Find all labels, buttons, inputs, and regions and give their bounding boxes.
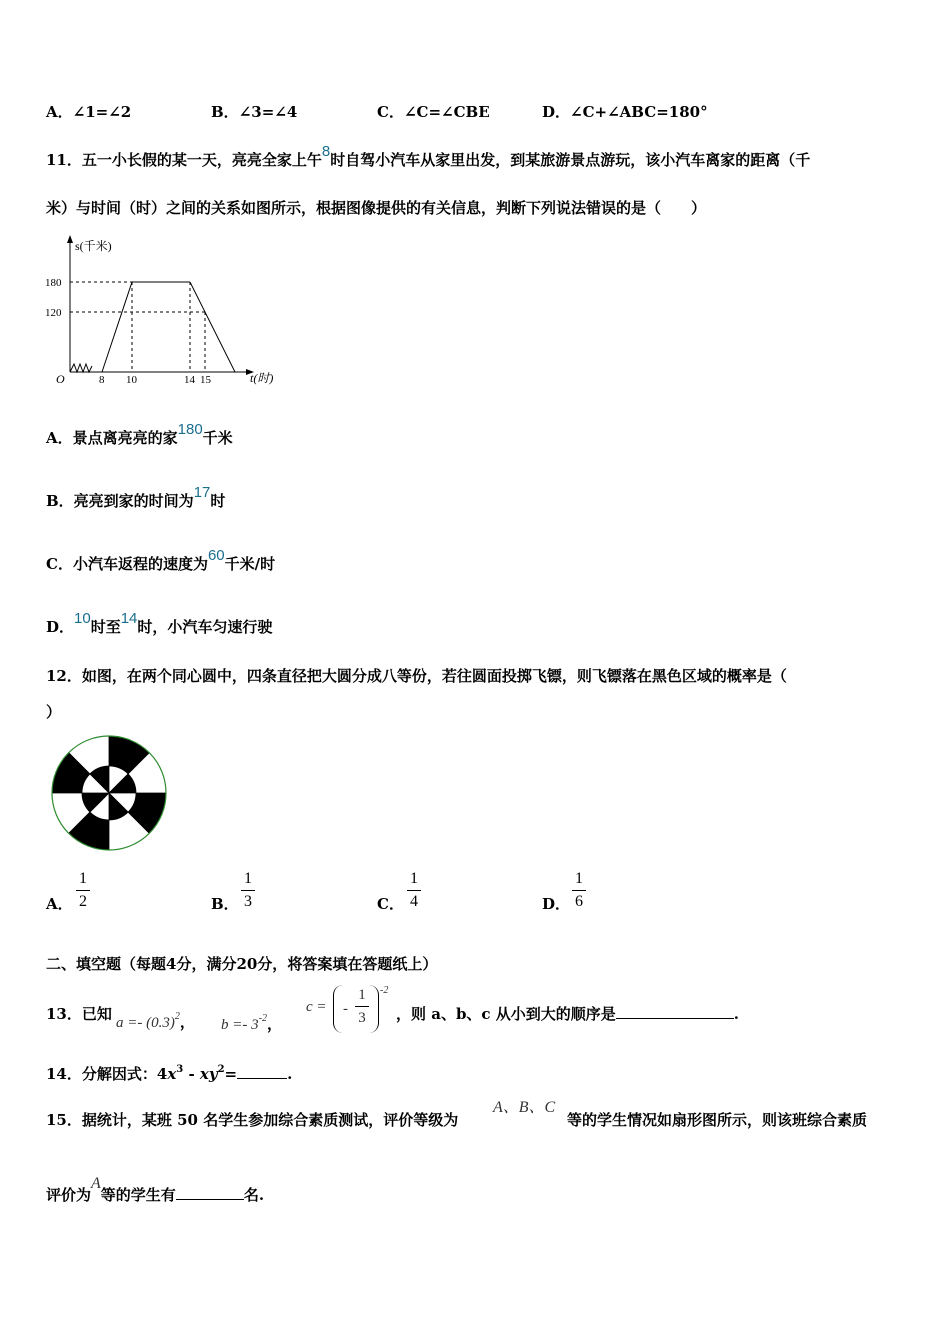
q12-line1: 12．如图，在两个同心圆中，四条直径把大圆分成八等份，若往圆面投掷飞镖，则飞镖落在黑色区域的概率是（ — [46, 667, 787, 685]
q15-line2: 评价为A等的学生有 名. — [46, 1175, 265, 1204]
q10-option-a: A．∠1=∠2 — [46, 103, 132, 121]
q12-option-d-fraction: 1 6 — [572, 870, 586, 911]
q11-option-c: C．小汽车返程的速度为60千米/时 — [46, 547, 276, 573]
q13-c-fraction: 1 3 — [355, 986, 369, 1027]
q12-option-d-letter: D． — [542, 895, 571, 913]
x-tick-10: 10 — [126, 374, 137, 386]
origin-label: O — [56, 372, 65, 386]
segment-return — [190, 282, 235, 372]
q13-a-expression: $a =- (0.3)^2$， — [116, 1011, 195, 1031]
x-tick-15: 15 — [200, 374, 211, 386]
section-2-heading: 二、填空题（每题4分，满分20分，将答案填在答题纸上） — [46, 955, 438, 973]
q13-c-exponent: -2 — [380, 985, 389, 996]
y-axis-label: s(千米) — [75, 239, 112, 253]
q12-option-c-letter: C． — [377, 895, 404, 913]
x-tick-8: 8 — [99, 374, 105, 386]
q15-grades: A、B、C — [493, 1099, 556, 1116]
y-axis-arrow — [67, 235, 73, 243]
q14-line: 14．分解因式：$4x^3 - xy^2=$ . — [46, 1064, 293, 1083]
q13-c-sign: - — [343, 1001, 348, 1017]
q10-option-b: B．∠3=∠4 — [211, 103, 298, 121]
y-tick-120: 120 — [45, 307, 62, 319]
q12-target-figure — [49, 733, 169, 853]
q12-option-b-fraction: 1 3 — [241, 870, 255, 911]
q11-option-b: B．亮亮到家的时间为17时 — [46, 484, 226, 510]
q13-prefix: 13．已知 — [46, 1005, 112, 1023]
q13-c-lhs: c = — [306, 999, 327, 1015]
q15-line1-part2: 等的学生情况如扇形图所示，则该班综合素质 — [567, 1111, 868, 1129]
q13-b-expression: $b =- 3^{-2}$， — [221, 1013, 282, 1033]
q12-option-c-fraction: 1 4 — [407, 870, 421, 911]
q15-line1-part1: 15．据统计，某班 50 名学生参加综合素质测试，评价等级为 — [46, 1111, 459, 1129]
q10-option-d: D．∠C+∠ABC=180° — [542, 103, 708, 121]
q12-option-a-letter: A． — [46, 895, 73, 913]
q11-option-a: A．景点离亮亮的家180千米 — [46, 421, 233, 447]
segment-outbound — [102, 282, 132, 372]
q12-line2: ） — [46, 703, 62, 721]
y-tick-180: 180 — [45, 277, 62, 289]
q11-line1: 11．五一小长假的某一天，亮亮全家上午8时自驾小汽车从家里出发，到某旅游景点游玩，该小汽车离家的距离（千 — [46, 143, 811, 169]
zigzag-break — [70, 364, 92, 372]
x-axis-label: t(时) — [250, 371, 274, 385]
q12-option-a-fraction: 1 2 — [76, 870, 90, 911]
q12-option-b-letter: B． — [211, 895, 239, 913]
q10-option-c: C．∠C=∠CBE — [377, 103, 490, 121]
q11-distance-time-graph — [42, 232, 292, 392]
q11-line2: 米）与时间（时）之间的关系如图所示，根据图像提供的有关信息，判断下列说法错误的是（ ） — [46, 199, 707, 217]
q11-option-d: D．10时至14时，小汽车匀速行驶 — [46, 610, 273, 636]
q13-suffix: ，则 a、b、c 从小到大的顺序是 . — [396, 1005, 740, 1023]
x-tick-14: 14 — [184, 374, 195, 386]
